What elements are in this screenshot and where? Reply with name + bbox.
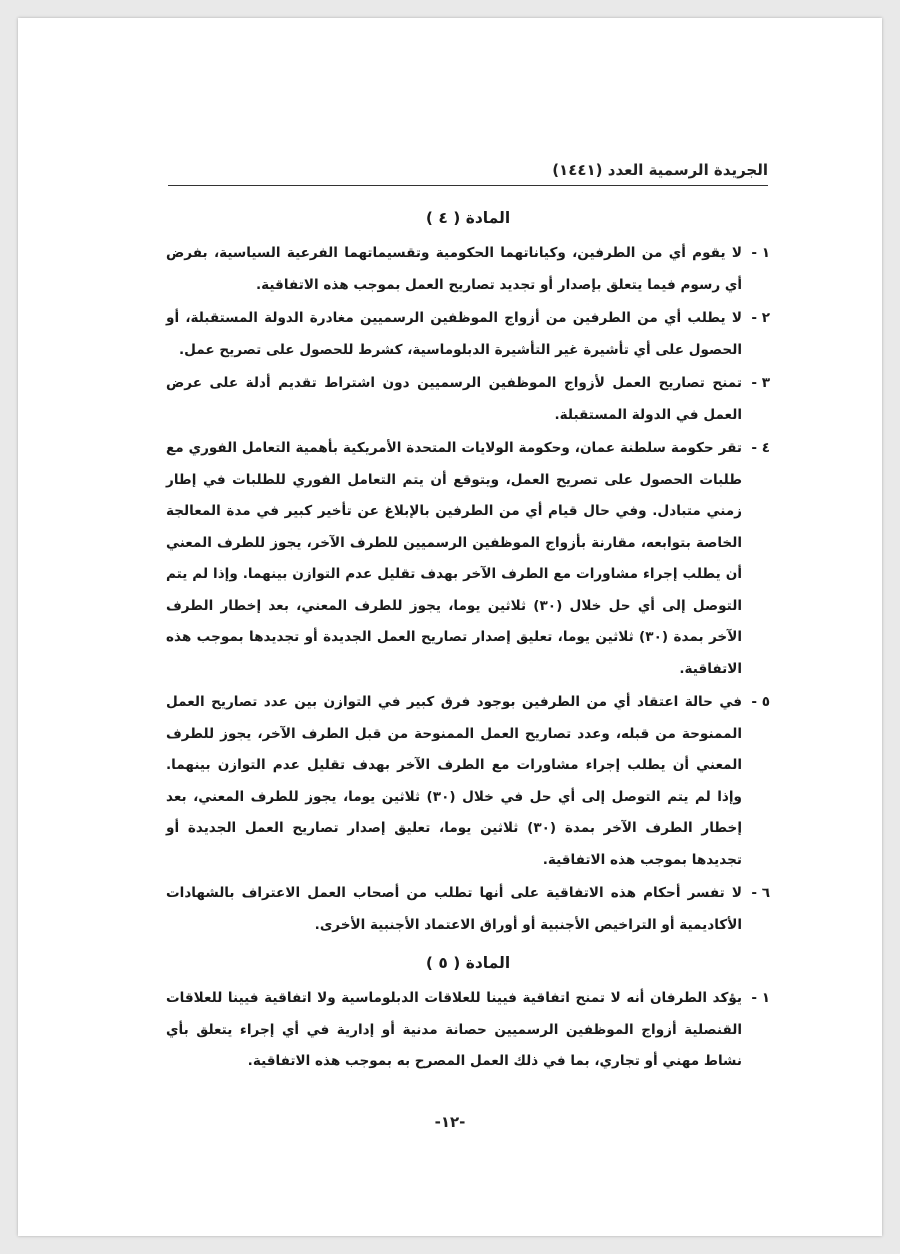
clause-number: ٣ - xyxy=(751,375,770,391)
article-4-clause-2 xyxy=(166,303,770,366)
article-4-clause-6 xyxy=(166,878,770,941)
article-5-title: المادة ( ٥ ) xyxy=(425,954,511,972)
clause-number: ١ - xyxy=(751,990,770,1006)
article-4-clause-1 xyxy=(166,238,770,301)
article-4-clause-3 xyxy=(166,368,770,431)
clause-text: في حالة اعتقاد أي من الطرفين بوجود فرق كبير في التوازن بين عدد تصاريح العمل الممنوحة من قبله، وعدد تصاريح العمل الممنوحة من قبل الطرف الآخر، يجوز للطرف المعني أن يطلب إجراء مشاورات مع الطرف الآخر بهدف تقليل عدم التوازن بينهما. وإذا لم يتم التوصل إلى أي حل في خلال (٣٠) ثلاثين يوما، يجوز للطرف المعني، بعد إخطار الطرف الآخر بمدة (٣٠) ثلاثين يوما، تعليق إصدار تصاريح العمل الجديدة أو تجديدها بموجب هذه الاتفاقية. xyxy=(166,694,742,868)
clause-text: يؤكد الطرفان أنه لا تمنح اتفاقية فيينا للعلاقات الدبلوماسية ولا اتفاقية فيينا للعلاقات القنصلية أزواج الموظفين الرسميين حصانة مدنية أو إدارية في أي إجراء يتعلق بأي نشاط مهني أو تجاري، بما في ذلك العمل المصرح به بموجب هذه الاتفاقية. xyxy=(166,990,742,1069)
clause-number: ٥ - xyxy=(751,694,770,710)
clause-text: تقر حكومة سلطنة عمان، وحكومة الولايات المتحدة الأمريكية بأهمية التعامل الفوري مع طلبات الحصول على تصريح العمل، ويتوقع أن يتم التعامل الفوري للطلبات في إطار زمني متبادل. وفي حال قيام أي من الطرفين بالإبلاغ عن تأخير كبير في مدة المعالجة الخاصة بتوابعه، مقارنة بأزواج الموظفين الرسميين للطرف الآخر، يجوز للطرف المعني أن يطلب إجراء مشاورات مع الطرف الآخر بهدف تقليل عدم التوازن بينهما. وإذا لم يتم التوصل إلى أي حل خلال (٣٠) ثلاثين يوما، يجوز للطرف المعني، بعد إخطار الطرف الآخر بمدة (٣٠) ثلاثين يوما، تعليق إصدار تصاريح العمل الجديدة أو تجديدها بموجب هذه الاتفاقية. xyxy=(166,440,742,677)
article-4-clause-4 xyxy=(166,433,770,685)
gazette-header: الجريدة الرسمية العدد (١٤٤١) xyxy=(168,158,768,186)
article-4-clause-5 xyxy=(166,687,770,876)
article-4-title: المادة ( ٤ ) xyxy=(425,209,511,227)
clause-number: ٤ - xyxy=(751,440,770,456)
document-body xyxy=(166,204,770,1080)
page-number: -١٢- xyxy=(434,1113,466,1131)
document-page xyxy=(18,18,882,1236)
article-5-clause-1 xyxy=(166,983,770,1078)
clause-text: لا يطلب أي من الطرفين من أزواج الموظفين الرسميين مغادرة الدولة المستقبلة، أو الحصول على أي تأشيرة غير التأشيرة الدبلوماسية، كشرط للحصول على تصريح عمل. xyxy=(166,310,742,358)
clause-text: لا يقوم أي من الطرفين، وكياناتهما الحكومية وتقسيماتهما الفرعية السياسية، بفرض أي رسوم فيما يتعلق بإصدار أو تجديد تصاريح العمل بموجب هذه الاتفاقية. xyxy=(166,245,742,293)
clause-text: تمنح تصاريح العمل لأزواج الموظفين الرسميين دون اشتراط تقديم أدلة على عرض العمل في الدولة المستقبلة. xyxy=(166,375,742,423)
clause-number: ٦ - xyxy=(751,885,770,901)
clause-number: ١ - xyxy=(751,245,770,261)
clause-number: ٢ - xyxy=(751,310,770,326)
clause-text: لا تفسر أحكام هذه الاتفاقية على أنها تطلب من أصحاب العمل الاعتراف بالشهادات الأكاديمية أو التراخيص الأجنبية أو أوراق الاعتماد الأجنبية الأخرى. xyxy=(166,885,742,933)
